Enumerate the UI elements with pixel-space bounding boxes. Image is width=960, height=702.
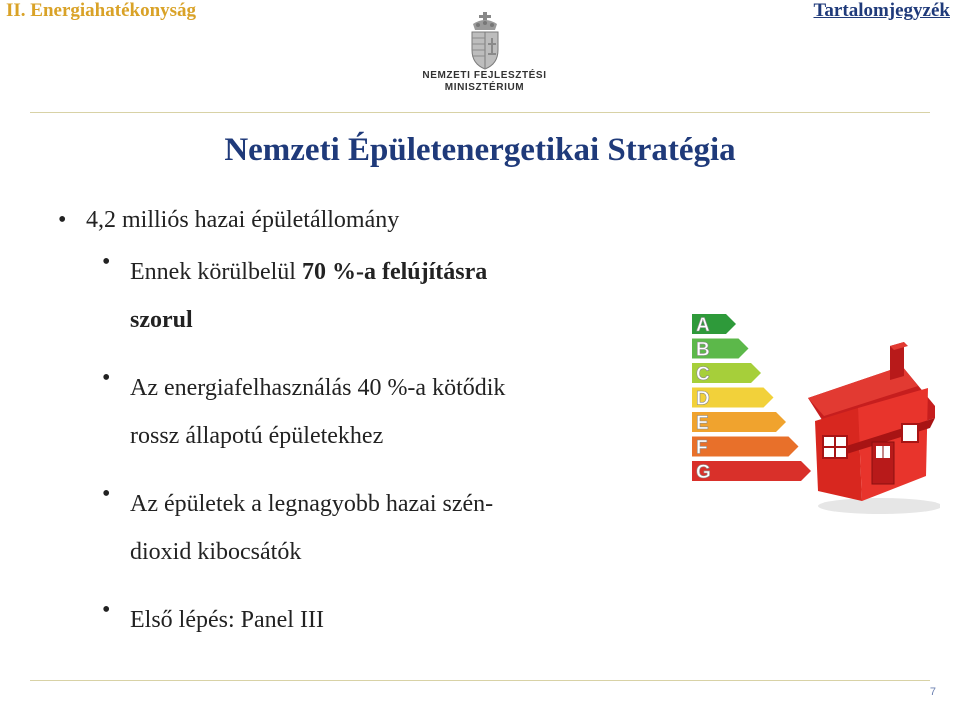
energy-class-bar-f	[692, 437, 799, 457]
table-of-contents-link[interactable]: Tartalomjegyzék	[813, 0, 950, 21]
bullet-co2	[52, 480, 612, 576]
bullet-co2-line1: • Az épületek a legnagyobb hazai szén-	[130, 491, 494, 517]
bullet-energy-use-line1: • Az energiafelhasználás 40 %-a kötődik	[130, 375, 506, 401]
section-title: II. Energiahatékonyság	[6, 0, 197, 21]
energy-class-letter-d: D	[696, 388, 710, 410]
bullet-list	[52, 206, 612, 664]
bullet-renovation	[52, 248, 612, 344]
bullet-first-step	[52, 596, 612, 644]
bullet-main: • 4,2 milliós hazai épületállomány	[52, 206, 612, 234]
energy-class-letter-c: C	[696, 364, 710, 385]
energy-label-bars	[692, 314, 811, 483]
header-divider	[30, 112, 930, 113]
slide-title: Nemzeti Épületenergetikai Stratégia	[224, 132, 736, 168]
bullet-energy-use	[52, 364, 612, 460]
energy-class-letter-g: G	[696, 462, 711, 483]
ministry-logo	[422, 12, 547, 102]
bullet-co2-line2: dioxid kibocsátók	[130, 539, 302, 565]
energy-class-letter-e: E	[696, 413, 709, 434]
footer-divider	[30, 680, 930, 681]
red-house-icon	[808, 342, 940, 514]
energy-class-letter-b: B	[696, 339, 710, 361]
bullet-renovation-bold: 70 %-a felújításra	[301, 259, 488, 285]
bullet-first-step-text: • Első lépés: Panel III	[130, 607, 324, 633]
ministry-name-line2: MINISZTÉRIUM	[444, 82, 525, 93]
bullet-energy-use-line2: rossz állapotú épületekhez	[130, 423, 384, 449]
bullet-renovation-text: Ennek körülbelül	[130, 259, 302, 285]
page-number: 7	[929, 686, 936, 698]
energy-class-letter-f: F	[696, 437, 708, 459]
energy-rating-house-illustration	[690, 306, 940, 521]
energy-class-letter-a: A	[696, 315, 710, 336]
coat-of-arms-icon	[468, 12, 502, 70]
bullet-renovation-bold-2: szorul	[130, 307, 193, 333]
ministry-name-line1: NEMZETI FEJLESZTÉSI	[422, 70, 547, 81]
